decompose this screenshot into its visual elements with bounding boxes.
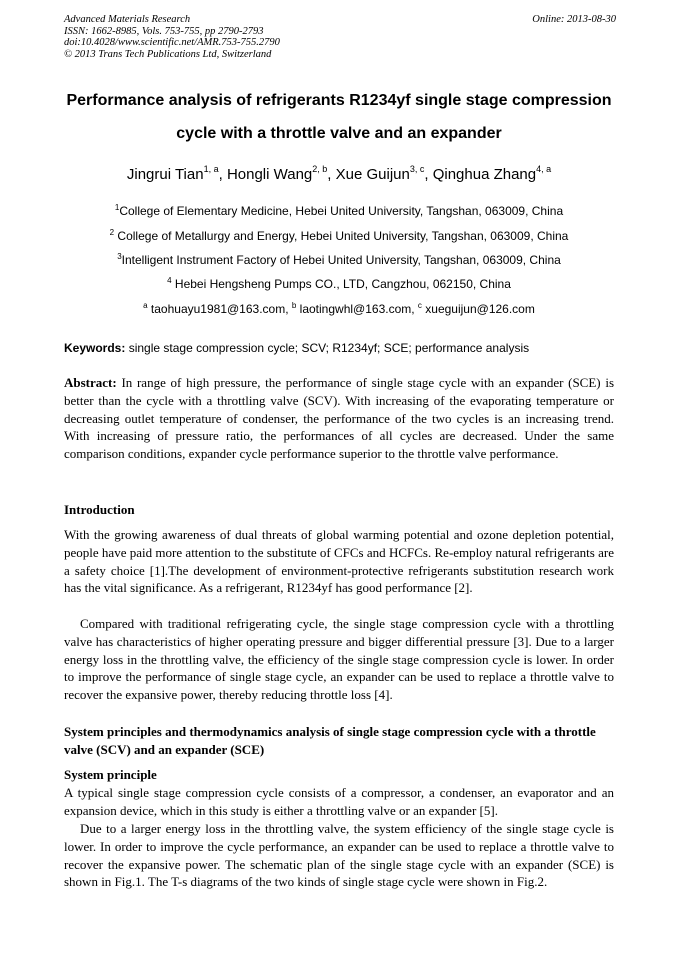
affiliation-text: College of Elementary Medicine, Hebei United University, Tangshan, 063009, China: [119, 204, 564, 218]
author-name: Qinghua Zhang: [432, 166, 537, 183]
author-separator: ,: [327, 166, 336, 183]
introduction-paragraph-1: With the growing awareness of dual threats of global warming potential and ozone depletion potential, people have paid more attention to the substitute of CFCs and HCFCs. Re-employ natural refrigerants are a safety choice [1].The development of environment-protective refrigerants substitution research work has the vital significance. As a refrigerant, R1234yf has good performance [2].: [64, 527, 614, 596]
author-separator: ,: [424, 166, 433, 183]
author-name: Hongli Wang: [226, 166, 313, 183]
affiliation-sup: 2: [109, 228, 115, 237]
email-sup: c: [417, 301, 422, 310]
subsection-heading: System principle: [64, 767, 157, 782]
affiliation-text: Hebei Hengsheng Pumps CO., LTD, Cangzhou, 062150, China: [174, 277, 511, 291]
affiliation-sup: 1: [114, 203, 120, 212]
keywords-label: Keywords:: [64, 341, 126, 355]
author-affil-sup: 2, b: [312, 164, 328, 174]
introduction-paragraph-2: Compared with traditional refrigerating cycle, the single stage compression cycle with a throttling valve has characteristics of higher operating pressure and bigger differential pressure [3]. Due to a larger energy loss in the throttling valve, the efficiency of the single stage compression cycle is lower. In order to improve the performance of single stage cycle, an expander can be used to replace a throttle valve to recover the expansive power, thereby reducing throttle loss [4].: [64, 616, 614, 703]
abstract: [64, 374, 614, 463]
abstract-label: Abstract:: [64, 375, 117, 390]
paper-title-line-2: cycle with a throttle valve and an expander: [176, 125, 502, 142]
email-address: laotingwhl@163.com: [299, 302, 412, 316]
email-sup: a: [143, 301, 148, 310]
copyright-line: © 2013 Trans Tech Publications Ltd, Switzerland: [64, 48, 272, 60]
affiliation-2: [40, 228, 638, 244]
affiliation-1: [40, 203, 638, 219]
author-name: Jingrui Tian: [126, 166, 204, 183]
email-address: xueguijun@126.com: [425, 302, 535, 316]
online-date: Online: 2013-08-30: [532, 14, 616, 25]
section-heading: System principles and thermodynamics analysis of single stage compression cycle with a throttle valve (SCV) and an expander (SCE): [64, 724, 596, 757]
author-affil-sup: 1, a: [203, 164, 219, 174]
system-principle-paragraph-1: A typical single stage compression cycle consists of a compressor, a condenser, an evaporator and an expansion device, which in this study is either a throttling valve or an expander [5].: [64, 785, 614, 818]
email-address: taohuayu1981@163.com: [150, 302, 286, 316]
author-separator: ,: [218, 166, 227, 183]
keywords-text: single stage compression cycle; SCV; R1234yf; SCE; performance analysis: [128, 341, 530, 355]
abstract-text: In range of high pressure, the performance of single stage cycle with an expander (SCE) is better than the cycle with a throttling valve (SCV). With increasing of the evaporating temperature or decreasing outlet temperature of condenser, the performance of the two cycles is an increasing trend. With increasing of pressure ratio, the performances of all cycles are decreased. Under the same comparison conditions, expander cycle performance superior to the throttle valve performance.: [64, 375, 615, 462]
affiliation-text: College of Metallurgy and Energy, Hebei United University, Tangshan, 063009, China: [117, 229, 569, 243]
issn-line: ISSN: 1662-8985, Vols. 753-755, pp 2790-2793: [64, 25, 264, 37]
author-affil-sup: 4, a: [536, 164, 552, 174]
journal-header: [64, 14, 616, 60]
affiliation-sup: 4: [167, 276, 172, 285]
author-affil-sup: 3, c: [409, 164, 425, 174]
system-principle-paragraph-2: Due to a larger energy loss in the throttling valve, the system efficiency of the single stage cycle is lower. In order to improve the cycle performance, an expander can be used to replace a throttle valve to recover the expansive power. The schematic plan of the single stage cycle with an expander (SCE) is shown in Fig.1. The T-s diagrams of the two kinds of single stage cycle were shown in Fig.2.: [64, 821, 614, 890]
journal-name: Advanced Materials Research: [64, 14, 191, 25]
author-list: [40, 165, 638, 185]
introduction-heading: Introduction: [64, 502, 135, 517]
affiliation-4: [40, 276, 638, 292]
email-line: $^a$ taohuayu1981@163.com, $^b$ laotingwhl@163.com, $^c$ xueguijun@126.com: [143, 301, 535, 316]
author-name: Xue Guijun: [335, 166, 410, 183]
affiliation-text: Intelligent Instrument Factory of Hebei United University, Tangshan, 063009, China: [121, 253, 561, 267]
keywords: [64, 340, 624, 356]
paper-title-line-1: Performance analysis of refrigerants R1234yf single stage compression: [66, 92, 612, 109]
email-sup: b: [291, 301, 297, 310]
doi-line: doi:10.4028/www.scientific.net/AMR.753-755.2790: [64, 37, 280, 48]
affiliation-sup: 3: [117, 252, 122, 261]
affiliation-3: [40, 252, 638, 268]
